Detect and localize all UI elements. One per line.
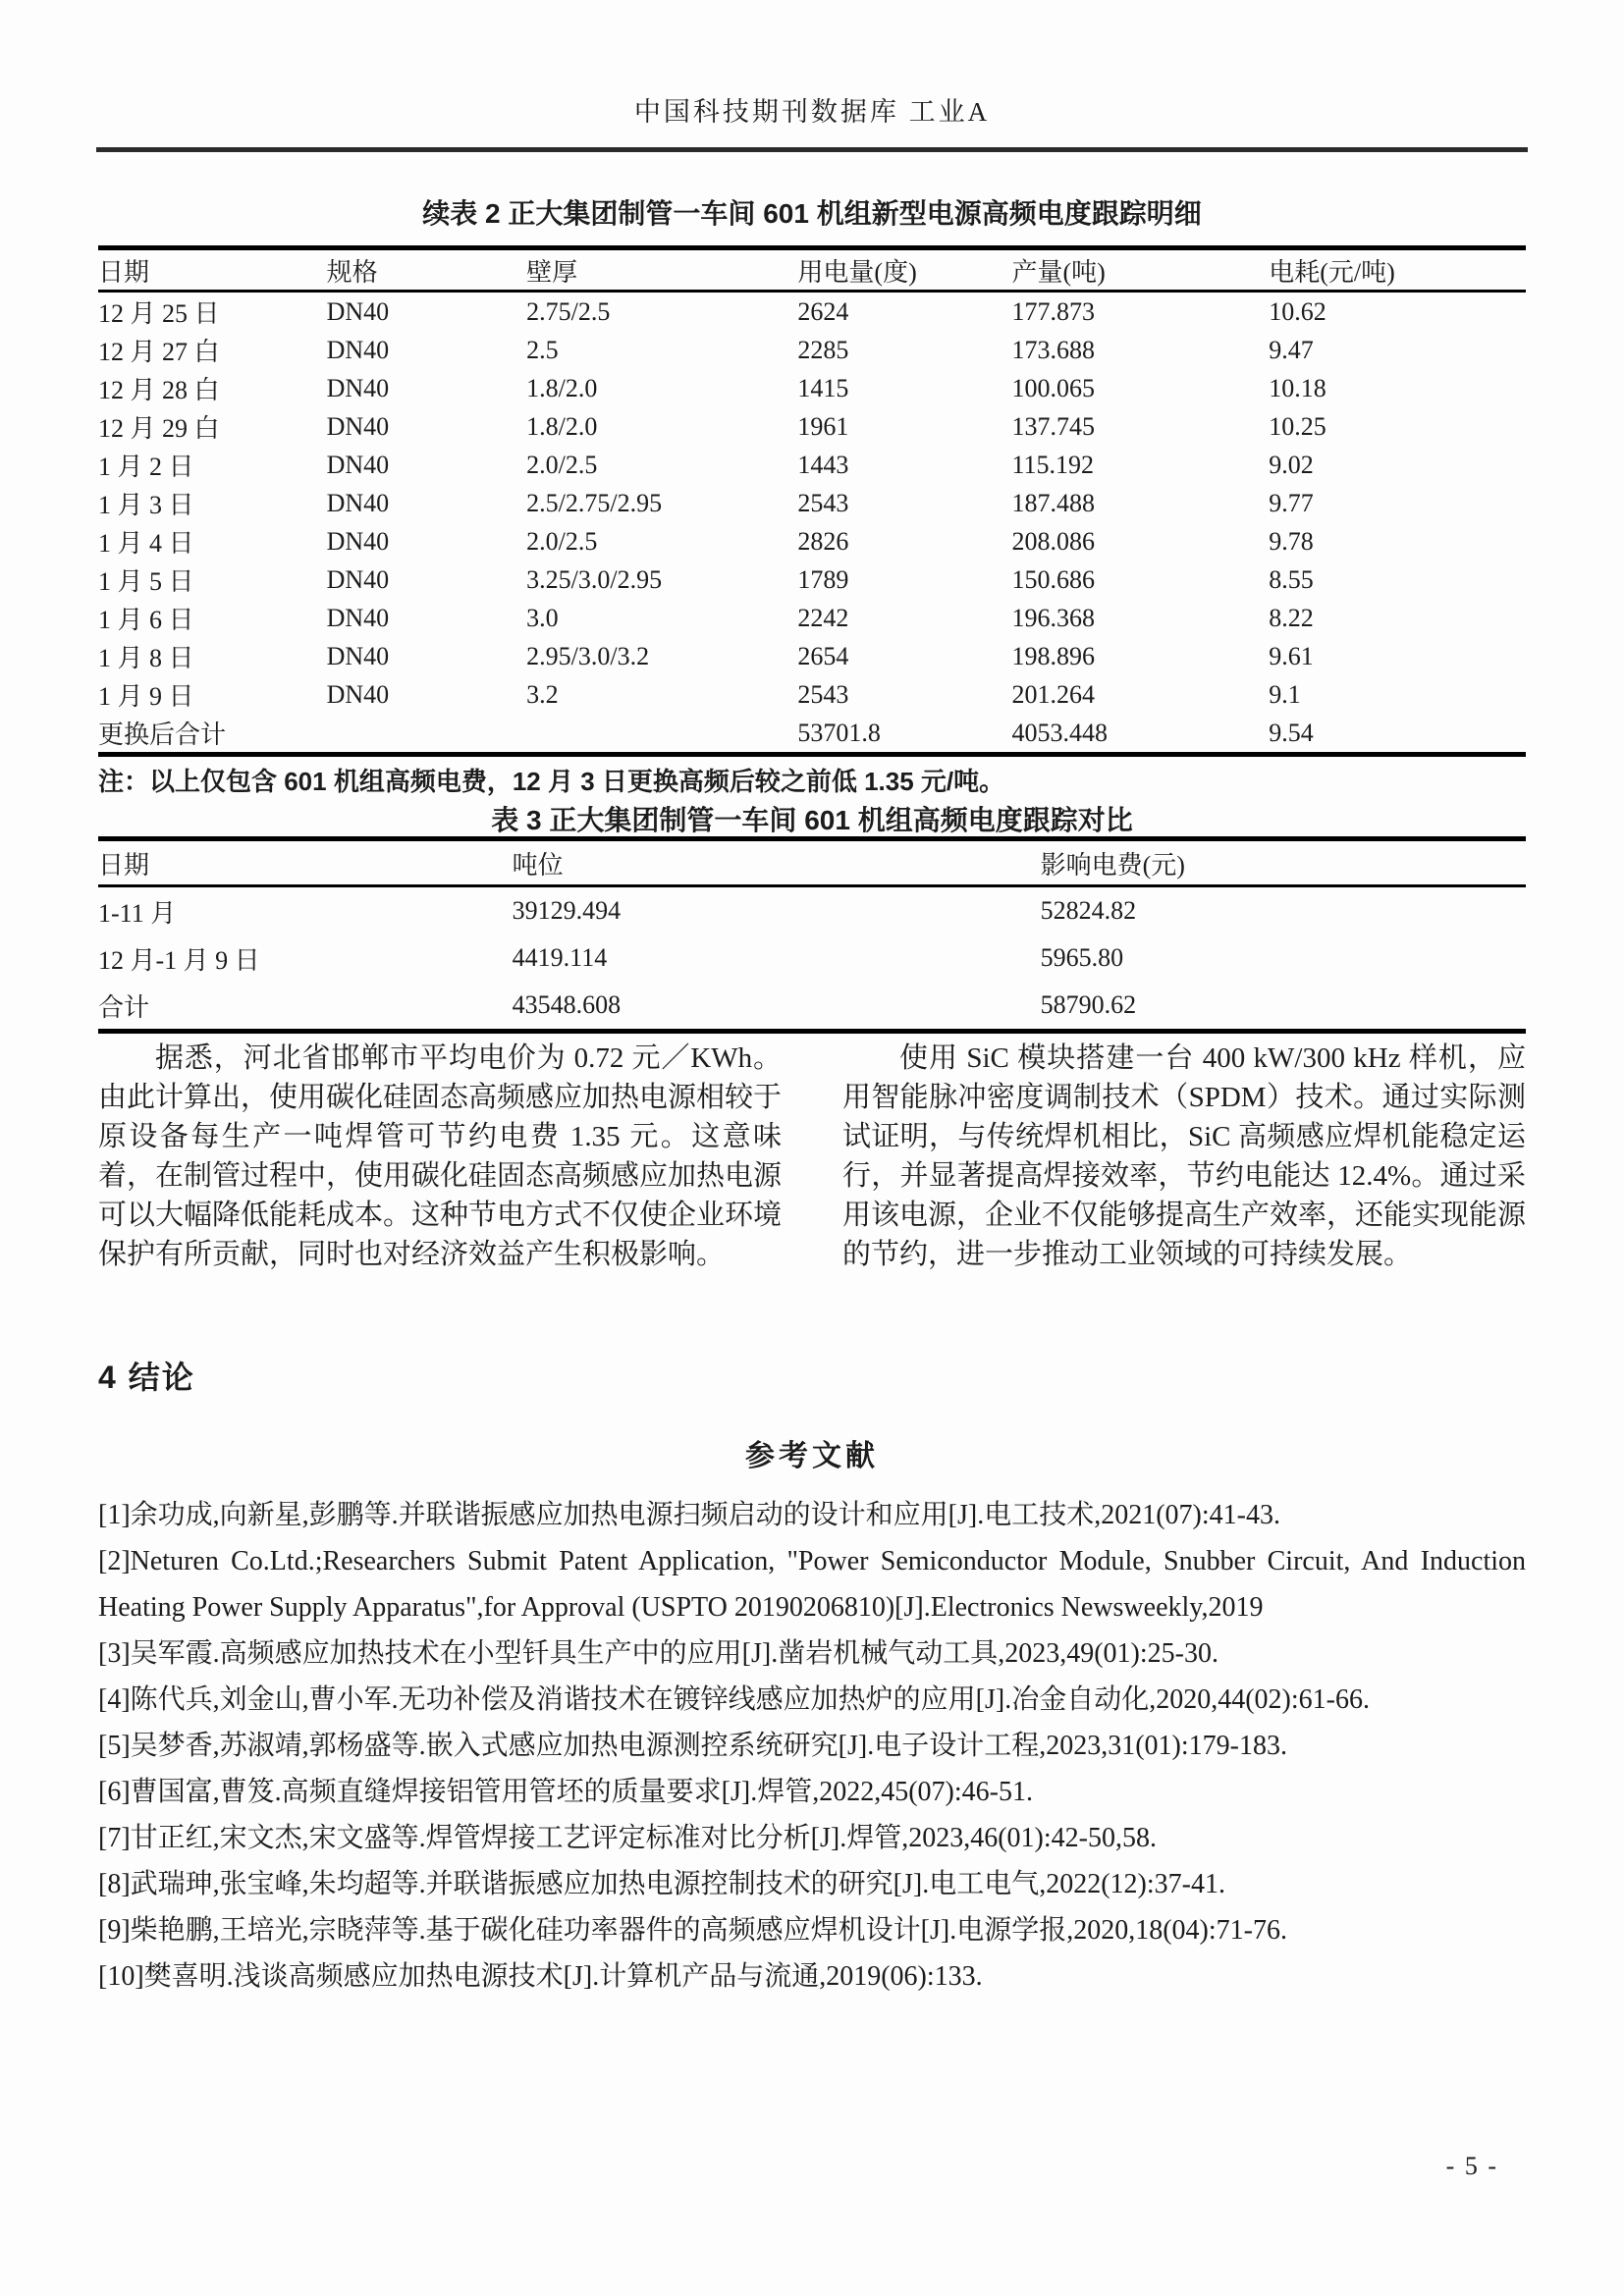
cell-power-usage: 1789 <box>797 564 849 594</box>
cell-output: 196.368 <box>1011 603 1096 632</box>
cell-consumption: 9.78 <box>1269 526 1314 556</box>
cell-consumption: 10.62 <box>1269 296 1326 326</box>
table3 <box>98 836 1526 1034</box>
table-row <box>98 982 1526 1029</box>
cell-consumption: 9.47 <box>1269 335 1314 364</box>
cell-power-usage: 2654 <box>797 641 849 670</box>
table3-col-affected-cost: 影响电费(元) <box>1040 850 1185 880</box>
table-row <box>98 522 1526 561</box>
table3-col-date: 日期 <box>98 850 150 880</box>
header-divider <box>96 147 1528 152</box>
cell-spec: DN40 <box>326 564 390 594</box>
cell-wall-thickness: 2.95/3.0/3.2 <box>526 641 650 670</box>
cell-consumption: 10.18 <box>1269 373 1326 402</box>
cell-power-usage: 1961 <box>797 411 849 441</box>
cell-power-usage: 2624 <box>797 296 849 326</box>
cell-spec: DN40 <box>326 335 390 364</box>
table2-col-consumption: 电耗(元/吨) <box>1269 257 1395 287</box>
cell-date: 1 月 8 日 <box>98 644 194 672</box>
cell-power-usage: 1415 <box>797 373 849 402</box>
table-row <box>98 293 1526 331</box>
cell-output: 173.688 <box>1011 335 1096 364</box>
cell-output: 187.488 <box>1011 488 1096 517</box>
table2-col-wall-thickness: 壁厚 <box>526 257 578 287</box>
cell-wall-thickness: 2.75/2.5 <box>526 296 611 326</box>
reference-item: [8]武瑞珅,张宝峰,朱均超等.并联谐振感应加热电源控制技术的研究[J].电工电气,2022(12):37-41. <box>98 1869 1225 1899</box>
cell-date: 1-11 月 <box>98 898 177 928</box>
cell-spec: DN40 <box>326 296 390 326</box>
table-row <box>98 331 1526 369</box>
cell-spec: DN40 <box>326 488 390 517</box>
cell-consumption: 9.1 <box>1269 679 1301 709</box>
cell-consumption: 8.55 <box>1269 564 1314 594</box>
cell-tonnage: 4419.114 <box>512 943 608 972</box>
reference-item: [1]余功成,向新星,彭鹏等.并联谐振感应加热电源扫频启动的设计和应用[J].电工技术,2021(07):41-43. <box>98 1500 1280 1530</box>
cell-date: 1 月 2 日 <box>98 453 194 481</box>
cell-power-usage: 2543 <box>797 679 849 709</box>
cell-wall-thickness: 3.25/3.0/2.95 <box>526 564 663 594</box>
cell-power-usage: 2242 <box>797 603 849 632</box>
cell-wall-thickness: 2.5/2.75/2.95 <box>526 488 663 517</box>
reference-item: [5]吴梦香,苏淑靖,郭杨盛等.嵌入式感应加热电源测控系统研究[J].电子设计工程,2023,31(01):179-183. <box>98 1731 1287 1761</box>
table2-note: 注：以上仅包含 601 机组高频电费，12 月 3 日更换高频后较之前低 1.35 元/吨。 <box>98 767 1005 796</box>
table2-body <box>98 293 1526 752</box>
cell-date: 1 月 4 日 <box>98 529 194 558</box>
cell-spec: DN40 <box>326 641 390 670</box>
table-row <box>98 675 1526 714</box>
table2-header-row <box>98 250 1526 293</box>
cell-wall-thickness: 1.8/2.0 <box>526 411 598 441</box>
table2-col-date: 日期 <box>98 257 150 287</box>
table-row <box>98 637 1526 675</box>
body-paragraph-left: 据悉，河北省邯郸市平均电价为 0.72 元／KWh。由此计算出，使用碳化硅固态高频感应加热电源相较于原设备每生产一吨焊管可节约电费 1.35 元。这意味着，在制管过程中，使用碳化硅固态高频感应加热电源可以大幅降低能耗成本。这种节电方式不仅使企业环境保护有所贡献，同时也对经济效益产生积极影响。 <box>98 1042 783 1270</box>
cell-wall-thickness: 2.5 <box>526 335 559 364</box>
cell-wall-thickness: 2.0/2.5 <box>526 450 598 479</box>
table2-col-output: 产量(吨) <box>1011 257 1106 287</box>
cell-wall-thickness: 1.8/2.0 <box>526 373 598 402</box>
cell-power-usage: 2543 <box>797 488 849 517</box>
cell-spec: DN40 <box>326 450 390 479</box>
cell-power-usage: 53701.8 <box>797 718 881 747</box>
reference-item: [2]Neturen Co.Ltd.;Researchers Submit Patent Application, "Power Semiconductor Module, Snubber Circuit, And Induction Heating Power Supply Apparatus",for Approval (USPTO 20190206810)[J].Electronics Newsweekly,2019 <box>98 1546 1526 1623</box>
cell-date: 1 月 9 日 <box>98 682 194 711</box>
table-row <box>98 561 1526 599</box>
table-row <box>98 407 1526 446</box>
cell-date: 1 月 3 日 <box>98 491 194 519</box>
cell-date: 更换后合计 <box>98 721 227 749</box>
reference-item: [10]樊喜明.浅谈高频感应加热电源技术[J].计算机产品与流通,2019(06):133. <box>98 1961 983 1992</box>
cell-consumption: 10.25 <box>1269 411 1326 441</box>
table3-body <box>98 887 1526 1029</box>
cell-consumption: 9.77 <box>1269 488 1314 517</box>
cell-output: 150.686 <box>1011 564 1096 594</box>
cell-power-usage: 2285 <box>797 335 849 364</box>
cell-date: 12 月 27 白 <box>98 338 220 366</box>
table-row <box>98 887 1526 934</box>
cell-wall-thickness: 2.0/2.5 <box>526 526 598 556</box>
cell-date: 1 月 6 日 <box>98 606 194 634</box>
cell-date: 1 月 5 日 <box>98 567 194 596</box>
cell-output: 201.264 <box>1011 679 1096 709</box>
cell-date: 合计 <box>98 992 150 1022</box>
cell-date: 12 月 28 白 <box>98 376 220 404</box>
cell-output: 177.873 <box>1011 296 1096 326</box>
cell-consumption: 9.02 <box>1269 450 1314 479</box>
cell-wall-thickness: 3.0 <box>526 603 559 632</box>
cell-affected-cost: 5965.80 <box>1040 943 1124 972</box>
table2-col-power-usage: 用电量(度) <box>797 257 917 287</box>
conclusion-heading: 4 结论 <box>98 1360 195 1395</box>
cell-spec: DN40 <box>326 603 390 632</box>
cell-output: 115.192 <box>1011 450 1095 479</box>
body-paragraph-right: 使用 SiC 模块搭建一台 400 kW/300 kHz 样机，应用智能脉冲密度调制技术（SPDM）技术。通过实际测试证明，与传统焊机相比，SiC 高频感应焊机能稳定运行，并显著提高焊接效率，节约电能达 12.4%。通过采用该电源，企业不仅能够提高生产效率，还能实现能源的节约，进一步推动工业领域的可持续发展。 <box>842 1042 1527 1270</box>
cell-spec: DN40 <box>326 679 390 709</box>
table3-caption: 表 3 正大集团制管一车间 601 机组高频电度跟踪对比 <box>491 805 1133 835</box>
table-row <box>98 369 1526 407</box>
table-row <box>98 484 1526 522</box>
cell-wall-thickness: 3.2 <box>526 679 559 709</box>
table-row <box>98 446 1526 484</box>
references-list <box>98 1492 1526 2000</box>
table-row <box>98 599 1526 637</box>
body-text-columns <box>98 1039 1526 1274</box>
cell-power-usage: 1443 <box>797 450 849 479</box>
references-heading: 参考文献 <box>745 1440 879 1472</box>
table2 <box>98 245 1526 757</box>
table-row <box>98 714 1526 752</box>
cell-date: 12 月 29 白 <box>98 414 220 443</box>
cell-tonnage: 39129.494 <box>512 896 622 925</box>
reference-item: [4]陈代兵,刘金山,曹小军.无功补偿及消谐技术在镀锌线感应加热炉的应用[J].冶金自动化,2020,44(02):61-66. <box>98 1684 1370 1715</box>
cell-output: 100.065 <box>1011 373 1096 402</box>
cell-spec: DN40 <box>326 373 390 402</box>
cell-output: 208.086 <box>1011 526 1096 556</box>
cell-consumption: 9.54 <box>1269 718 1314 747</box>
reference-item: [9]柴艳鹏,王培光,宗晓萍等.基于碳化硅功率器件的高频感应焊机设计[J].电源学报,2020,18(04):71-76. <box>98 1915 1287 1946</box>
cell-spec: DN40 <box>326 411 390 441</box>
cell-spec: DN40 <box>326 526 390 556</box>
cell-consumption: 9.61 <box>1269 641 1314 670</box>
table2-col-spec: 规格 <box>326 257 378 287</box>
cell-output: 137.745 <box>1011 411 1096 441</box>
journal-header: 中国科技期刊数据库 工业A <box>633 97 991 127</box>
cell-output: 4053.448 <box>1011 718 1109 747</box>
page-number: - 5 - <box>1445 2152 1498 2180</box>
cell-date: 12 月 25 日 <box>98 299 220 328</box>
cell-affected-cost: 52824.82 <box>1040 896 1137 925</box>
reference-item: [7]甘正红,宋文杰,宋文盛等.焊管焊接工艺评定标准对比分析[J].焊管,2023,46(01):42-50,58. <box>98 1823 1157 1853</box>
cell-power-usage: 2826 <box>797 526 849 556</box>
cell-tonnage: 43548.608 <box>512 990 622 1019</box>
cell-output: 198.896 <box>1011 641 1096 670</box>
cell-consumption: 8.22 <box>1269 603 1314 632</box>
cell-date: 12 月-1 月 9 日 <box>98 945 260 975</box>
reference-item: [6]曹国富,曹笈.高频直缝焊接铝管用管坯的质量要求[J].焊管,2022,45(07):46-51. <box>98 1777 1033 1807</box>
table3-header-row <box>98 841 1526 887</box>
cell-affected-cost: 58790.62 <box>1040 990 1137 1019</box>
reference-item: [3]吴军霞.高频感应加热技术在小型钎具生产中的应用[J].凿岩机械气动工具,2023,49(01):25-30. <box>98 1638 1218 1669</box>
table2-caption: 续表 2 正大集团制管一车间 601 机组新型电源高频电度跟踪明细 <box>422 198 1202 229</box>
table-row <box>98 934 1526 982</box>
table3-col-tonnage: 吨位 <box>512 850 564 880</box>
